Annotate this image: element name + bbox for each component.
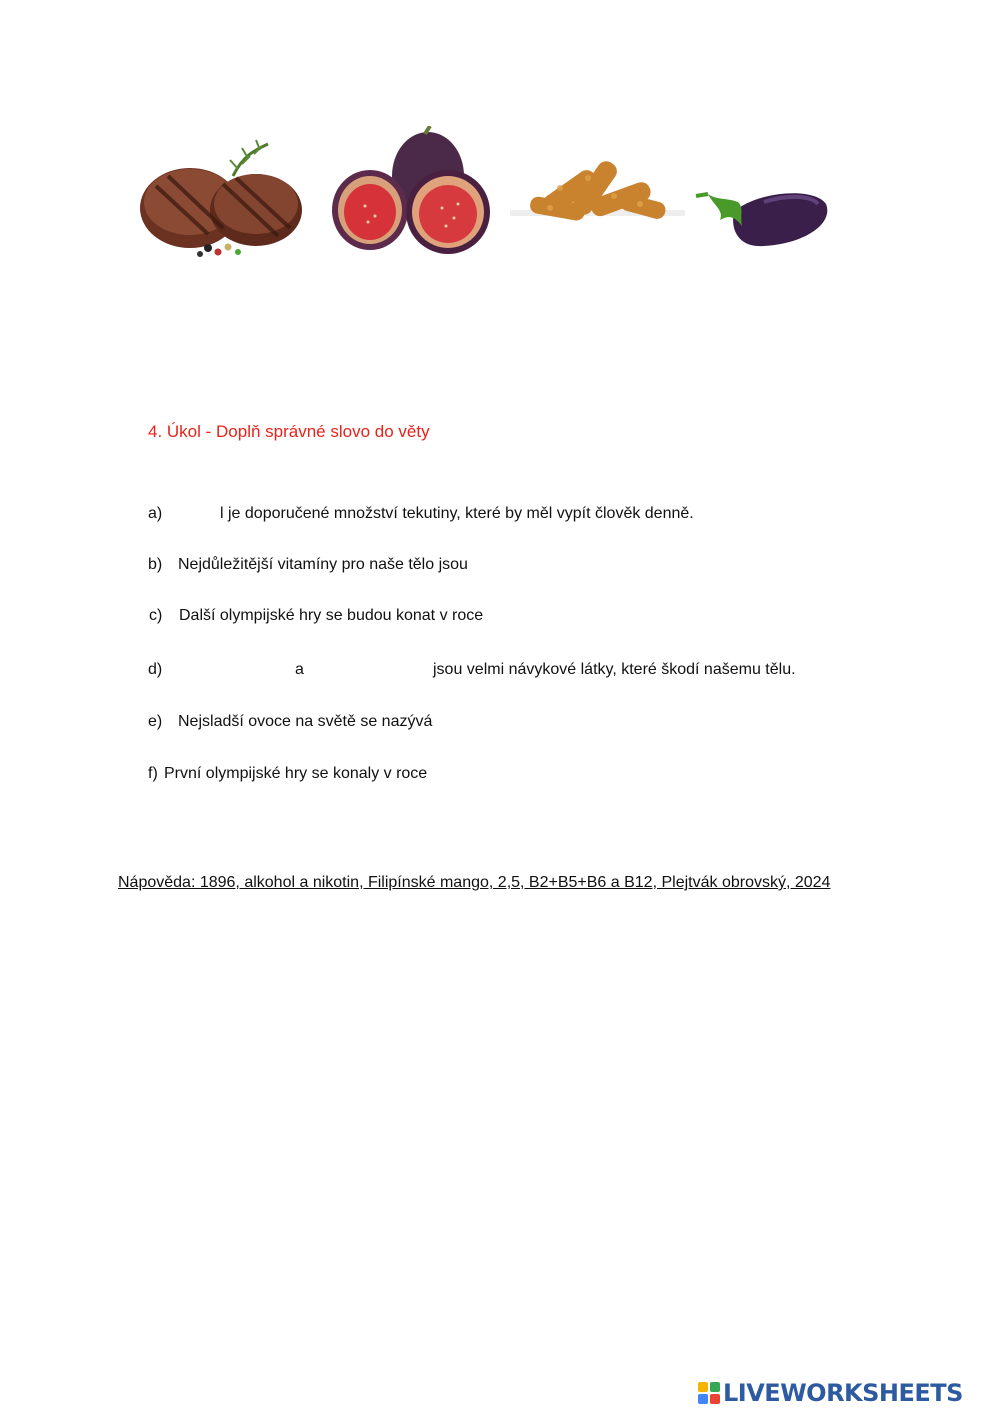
steak-image (138, 136, 308, 261)
sentence-d-text: jsou velmi návykové látky, které škodí našemu tělu. (433, 661, 796, 678)
sentence-d-answer-input-1[interactable] (170, 657, 288, 681)
liveworksheets-brand[interactable] (698, 1378, 963, 1408)
sentence-e-text: Nejsladší ovoce na světě se nazývá (178, 713, 433, 730)
sentence-c-answer-input[interactable] (505, 603, 655, 627)
fried-chicken-strips-image (510, 148, 685, 238)
sentence-f-answer-input[interactable] (448, 761, 598, 785)
food-images-row (0, 118, 1000, 268)
brand-text: LIVEWORKSHEETS (723, 1379, 963, 1407)
sentence-a-label: a) (148, 505, 163, 522)
fig-image (330, 126, 498, 261)
sentence-d-label: d) (148, 661, 163, 678)
eggplant-image (694, 184, 830, 254)
hint-text: Nápověda: 1896, alkohol a nikotin, Filipínské mango, 2,5, B2+B5+B6 a B12, Plejtvák obrovský, 2024 (118, 874, 831, 891)
sentence-f-text: První olympijské hry se konaly v roce (164, 765, 428, 782)
sentence-d-answer-input-2[interactable] (312, 657, 430, 681)
task-title: 4. Úkol - Doplň správné slovo do věty (148, 422, 430, 441)
liveworksheets-logo-icon (698, 1382, 720, 1404)
sentence-e-answer-input[interactable] (448, 709, 668, 733)
sentence-a-answer-input[interactable] (180, 501, 216, 525)
sentence-b-answer-input[interactable] (493, 552, 773, 576)
sentence-f-label: f) (148, 765, 158, 782)
sentence-b-text: Nejdůležitější vitamíny pro naše tělo jsou (178, 556, 468, 573)
sentence-d-middle: a (295, 661, 304, 678)
sentence-c-label: c) (149, 607, 163, 624)
sentence-b-label: b) (148, 556, 163, 573)
sentence-a-text: l je doporučené množství tekutiny, které by měl vypít člověk denně. (220, 505, 694, 522)
sentence-e-label: e) (148, 713, 163, 730)
sentence-c-text: Další olympijské hry se budou konat v roce (179, 607, 484, 624)
